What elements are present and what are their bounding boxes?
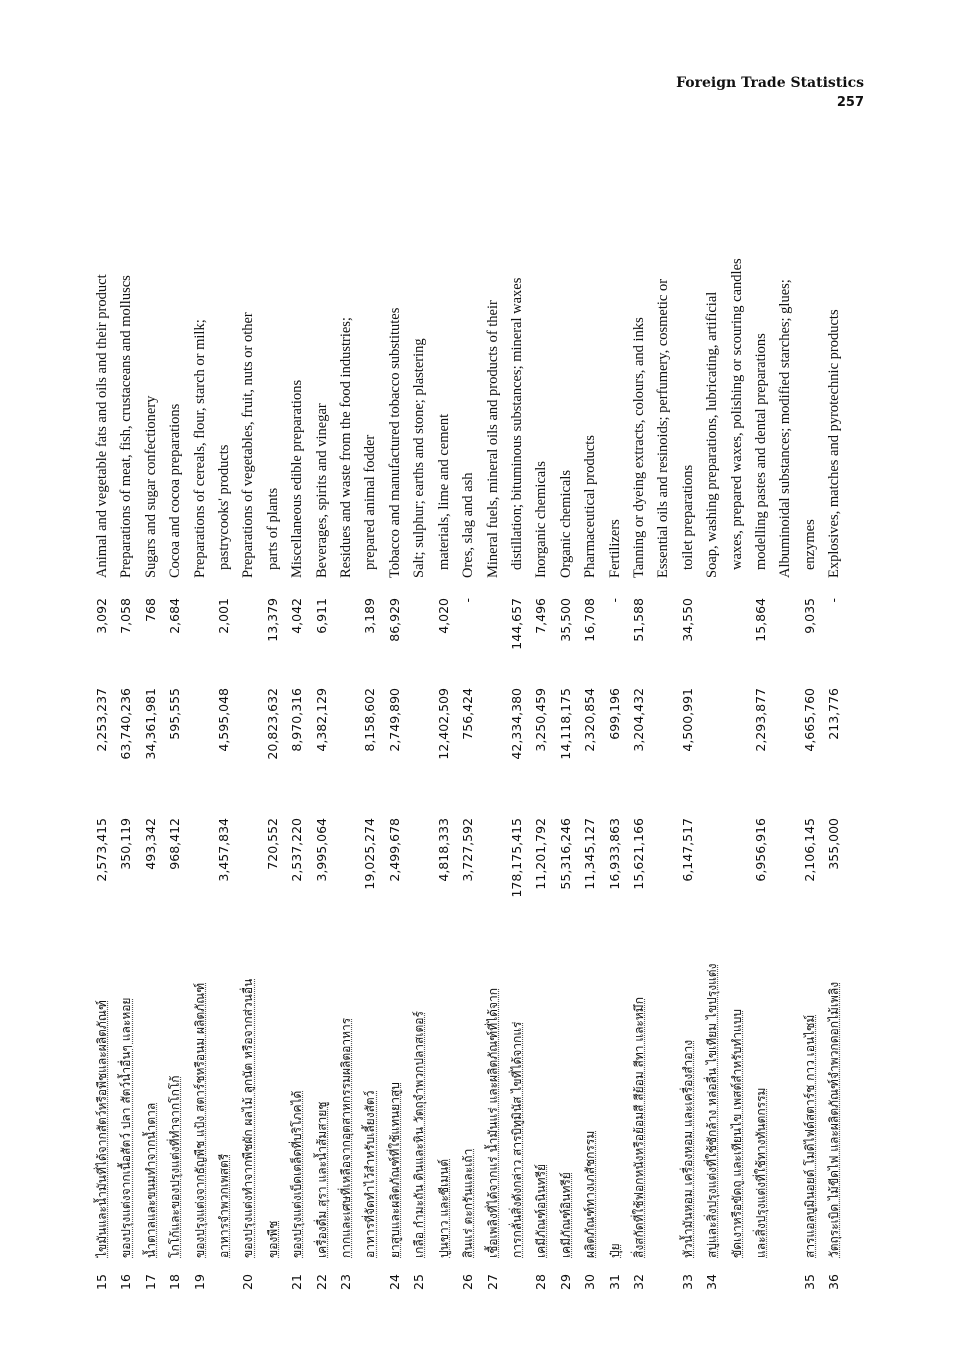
table-row xyxy=(432,175,456,1290)
hs-chapter-number: 25 xyxy=(411,1274,427,1290)
table-row xyxy=(334,175,358,1290)
hs-chapter-number: 16 xyxy=(118,1274,134,1290)
table-row xyxy=(407,175,431,1290)
hs-chapter-number: 24 xyxy=(386,1274,402,1290)
table-row xyxy=(114,175,138,1290)
thai-description: สารแอลบูมินอยด์ โมดิไฟด์สตาร์ช กาว เอนไซม์ xyxy=(802,1014,817,1258)
value-column-1: 2,537,220 xyxy=(289,818,305,882)
english-description: Animal and vegetable fats and oils and their product xyxy=(94,274,110,578)
value-column-2: 2,749,890 xyxy=(386,688,402,752)
value-column-2: 2,253,237 xyxy=(94,688,109,752)
value-column-2: 3,204,432 xyxy=(630,688,646,752)
value-column-3: 4,042 xyxy=(289,598,305,634)
value-column-1: 350,119 xyxy=(118,818,134,870)
value-column-1: 6,956,916 xyxy=(752,818,768,882)
thai-description: เคมีภัณฑ์อนินทรีย์ xyxy=(534,1163,549,1258)
value-column-1: 493,342 xyxy=(142,818,158,870)
page-number: 257 xyxy=(836,95,864,110)
value-column-1: 4,818,333 xyxy=(435,818,451,882)
english-description: modelling pastes and dental preparations xyxy=(752,333,769,570)
english-description: Explosives, matches and pyrotechnic products xyxy=(826,309,843,578)
value-column-3: - xyxy=(460,598,476,603)
value-column-1: 55,316,246 xyxy=(557,818,573,890)
value-column-3: 7,058 xyxy=(118,598,134,634)
value-column-3: 3,092 xyxy=(94,598,109,634)
hs-chapter-number: 26 xyxy=(460,1274,476,1290)
value-column-2: 34,361,981 xyxy=(142,688,158,760)
hs-chapter-number: 33 xyxy=(679,1274,695,1290)
value-column-3: 16,708 xyxy=(582,598,598,642)
english-description: Preparations of cereals, flour, starch or milk; xyxy=(191,319,208,578)
english-description: Sugars and sugar confectionery xyxy=(142,395,159,578)
value-column-2: 4,595,048 xyxy=(216,688,232,752)
value-column-1: 3,727,592 xyxy=(460,818,476,882)
thai-description: การกลั่นสิ่งดังกล่าว สารบิทูมินัส ไขที่ได้จากแร่ xyxy=(509,1021,524,1258)
value-column-1: 16,933,863 xyxy=(606,818,622,890)
value-column-3: 3,189 xyxy=(362,598,378,634)
value-column-3: - xyxy=(826,598,842,603)
table-row xyxy=(554,175,578,1290)
value-column-3: - xyxy=(606,598,622,603)
value-column-1: 15,621,166 xyxy=(630,818,646,890)
value-column-3: 15,864 xyxy=(752,598,768,642)
thai-description: ไขมันและน้ำมันที่ได้จากสัตว์หรือพืชและผลิตภัณฑ์ xyxy=(95,1000,109,1258)
value-column-1: 968,412 xyxy=(167,818,183,870)
english-description: Fertilizers xyxy=(606,519,623,578)
table-row xyxy=(773,175,797,1290)
hs-chapter-number: 31 xyxy=(606,1274,622,1290)
thai-description: ขัดเงาหรือขัดถู และเทียนไข เพสต์สำหรับทำแบบ xyxy=(729,1009,744,1258)
english-description: Inorganic chemicals xyxy=(533,461,550,578)
value-column-1: 2,499,678 xyxy=(386,818,402,882)
value-column-2: 2,293,877 xyxy=(752,688,768,752)
value-column-2: 20,823,632 xyxy=(264,688,280,760)
hs-chapter-number: 27 xyxy=(484,1274,500,1290)
thai-description: สิ่งสกัดที่ใช้ฟอกหนังหรือย้อมสี สีย้อม สีทา และหมึก xyxy=(631,997,646,1258)
english-description: distillation; bituminous substances; mineral waxes xyxy=(508,277,525,570)
thai-description: โกโก้และของปรุงแต่งที่ทำจากโกโก้ xyxy=(168,1075,183,1258)
hs-chapter-number: 21 xyxy=(289,1274,305,1290)
value-column-2: 3,250,459 xyxy=(533,688,549,752)
table-row xyxy=(456,175,480,1290)
thai-description: เชื้อเพลิงที่ได้จากแร่ น้ำมันแร่ และผลิตภัณฑ์ที่ได้จาก xyxy=(485,988,500,1258)
thai-description: ของปรุงแต่งจากเนื้อสัตว์ ปลา สัตว์น้ำอื่นๆ และหอย xyxy=(119,997,134,1258)
table-row xyxy=(212,175,236,1290)
value-column-2: 213,776 xyxy=(826,688,842,740)
english-description: Essential oils and resinoids; perfumery, cosmetic or xyxy=(655,278,672,578)
english-description: parts of plants xyxy=(264,487,281,570)
value-column-2: 42,334,380 xyxy=(508,688,524,760)
table-row xyxy=(261,175,285,1290)
hs-chapter-number: 28 xyxy=(533,1274,549,1290)
table-row xyxy=(603,175,627,1290)
value-column-3: 144,657 xyxy=(508,598,524,650)
value-column-1: 2,106,145 xyxy=(801,818,817,882)
value-column-3: 2,001 xyxy=(216,598,232,634)
english-description: Organic chemicals xyxy=(557,469,574,578)
table-row xyxy=(481,175,505,1290)
table-row xyxy=(505,175,529,1290)
thai-description: ปูนขาว และซีเมนต์ xyxy=(436,1159,451,1258)
table-row xyxy=(383,175,407,1290)
hs-chapter-number: 20 xyxy=(240,1274,256,1290)
english-description: toilet preparations xyxy=(679,464,696,570)
hs-chapter-number: 34 xyxy=(704,1274,720,1290)
english-description: Cocoa and cocoa preparations xyxy=(167,403,184,578)
english-description: Soap, washing preparations, lubricating, artificial xyxy=(704,291,721,578)
value-column-1: 720,552 xyxy=(264,818,280,870)
english-description: Beverages, spirits and vinegar xyxy=(313,403,330,578)
hs-chapter-number: 15 xyxy=(94,1274,109,1290)
value-column-1: 19,025,274 xyxy=(362,818,378,890)
value-column-3: 7,496 xyxy=(533,598,549,634)
hs-chapter-number: 22 xyxy=(313,1274,329,1290)
hs-chapter-number: 23 xyxy=(338,1274,354,1290)
hs-chapter-number: 36 xyxy=(826,1274,842,1290)
thai-description: หัวน้ำมันหอม เครื่องหอม และเครื่องสำอาง xyxy=(680,1039,695,1258)
hs-chapter-number: 35 xyxy=(801,1274,817,1290)
english-description: Tanning or dyeing extracts, colours, and inks xyxy=(630,317,647,578)
table-row xyxy=(725,175,749,1290)
hs-chapter-number: 18 xyxy=(167,1274,183,1290)
table-row xyxy=(310,175,334,1290)
english-description: Preparations of vegetables, fruit, nuts or other xyxy=(240,312,257,578)
value-column-3: 9,035 xyxy=(801,598,817,634)
value-column-1: 3,995,064 xyxy=(313,818,329,882)
table-row xyxy=(236,175,260,1290)
value-column-1: 3,457,834 xyxy=(216,818,232,882)
value-column-2: 699,196 xyxy=(606,688,622,740)
value-column-1: 2,573,415 xyxy=(94,818,109,882)
value-column-1: 178,175,415 xyxy=(508,818,524,898)
table-row xyxy=(749,175,773,1290)
english-description: Tobacco and manufactured tobacco substitutes xyxy=(386,307,403,578)
english-description: prepared animal fodder xyxy=(362,434,379,570)
english-description: Salt; sulphur; earths and stone; plastering xyxy=(411,338,428,578)
table-row xyxy=(676,175,700,1290)
value-column-2: 14,118,175 xyxy=(557,688,573,760)
table-row xyxy=(822,175,846,1290)
thai-description: ผลิตภัณฑ์ทางเภสัชกรรม xyxy=(583,1130,598,1258)
english-description: Ores, slag and ash xyxy=(460,472,477,578)
thai-description: เกลือ กำมะถัน ดินและหิน วัตถุจำพวกปลาสเตอร์ xyxy=(412,1011,427,1258)
english-description: Miscellaneous edible preparations xyxy=(289,379,306,578)
thai-description: เครื่องดื่ม สุรา และน้ำส้มสายชู xyxy=(314,1101,329,1258)
thai-description: ของปรุงแต่งเบ็ดเตล็ดที่บริโภคได้ xyxy=(290,1090,305,1258)
thai-description: อาหารที่จัดทำไว้สำหรับเลี้ยงสัตว์ xyxy=(363,1090,378,1258)
value-column-2: 8,158,602 xyxy=(362,688,378,752)
thai-description: กากและเศษที่เหลือจากอุตสาหกรรมผลิตอาหาร xyxy=(339,1017,354,1258)
english-description: Mineral fuels, mineral oils and products of their xyxy=(484,300,501,578)
thai-description: ของปรุงแต่งจากธัญพืช แป้ง สตาร์ชหรือนม ผลิตภัณฑ์ xyxy=(192,982,207,1258)
value-column-1: 6,147,517 xyxy=(679,818,695,882)
value-column-3: 34,550 xyxy=(679,598,695,642)
table-row xyxy=(578,175,602,1290)
table-row xyxy=(139,175,163,1290)
value-column-3: 2,684 xyxy=(167,598,183,634)
table-row xyxy=(798,175,822,1290)
value-column-3: 35,500 xyxy=(557,598,573,642)
value-column-2: 756,424 xyxy=(460,688,476,740)
value-column-3: 4,020 xyxy=(435,598,451,634)
english-description: enzymes xyxy=(801,519,818,570)
table-row xyxy=(627,175,651,1290)
value-column-3: 51,588 xyxy=(630,598,646,642)
value-column-1: 355,000 xyxy=(826,818,842,870)
value-column-2: 4,500,991 xyxy=(679,688,695,752)
value-column-2: 4,382,129 xyxy=(313,688,329,752)
english-description: pastrycooks' products xyxy=(216,444,233,570)
thai-description: วัตถุระเบิด ไม้ขีดไฟ และผลิตภัณฑ์จำพวกดอกไม้เพลิง xyxy=(827,981,842,1258)
table-row xyxy=(90,175,114,1290)
english-description: waxes, prepared waxes, polishing or scouring candles xyxy=(728,258,745,570)
table-row xyxy=(163,175,187,1290)
thai-description: ของปรุงแต่งทำจากพืชผัก ผลไม้ ลูกนัต หรือจากส่วนอื่น xyxy=(241,978,256,1258)
value-column-1: 11,345,127 xyxy=(582,818,598,890)
value-column-2: 595,555 xyxy=(167,688,183,740)
english-description: Albuminoidal substances; modified starches; glues; xyxy=(777,279,794,578)
table-row xyxy=(285,175,309,1290)
thai-description: สบู่และสิ่งปรุงแต่งที่ใช้ซักล้าง หล่อลื่น ไขเทียม ไขปรุงแต่ง xyxy=(705,963,720,1258)
table-row xyxy=(358,175,382,1290)
thai-description: ยาสูบและผลิตภัณฑ์ที่ใช้แทนยาสูบ xyxy=(387,1082,402,1258)
value-column-1: 11,201,792 xyxy=(533,818,549,890)
table-row xyxy=(651,175,675,1290)
thai-description: อาหารจำพวกเพสตรี xyxy=(217,1153,232,1258)
english-description: Preparations of meat, fish, crustaceans and molluscs xyxy=(118,275,135,578)
thai-description: ของพืช xyxy=(265,1220,280,1258)
english-description: Pharmaceutical products xyxy=(582,435,599,578)
value-column-2: 12,402,509 xyxy=(435,688,451,760)
hs-chapter-number: 29 xyxy=(557,1274,573,1290)
value-column-3: 768 xyxy=(142,598,158,622)
hs-chapter-number: 17 xyxy=(142,1274,158,1290)
thai-description: และสิ่งปรุงแต่งที่ใช้ทางทันตกรรม xyxy=(753,1087,768,1258)
thai-description: ปุ๋ย xyxy=(607,1243,622,1258)
hs-chapter-number: 32 xyxy=(630,1274,646,1290)
table-row xyxy=(188,175,212,1290)
value-column-2: 8,970,316 xyxy=(289,688,305,752)
page-header xyxy=(676,74,864,112)
english-description: materials, lime and cement xyxy=(435,413,452,570)
table-row xyxy=(700,175,724,1290)
value-column-2: 63,740,236 xyxy=(118,688,134,760)
hs-chapter-number: 30 xyxy=(582,1274,598,1290)
value-column-3: 13,379 xyxy=(264,598,280,642)
table-row xyxy=(529,175,553,1290)
thai-description: น้ำตาลและขนมทำจากน้ำตาล xyxy=(143,1102,158,1258)
thai-description: สินแร่ ตะกรันและเถ้า xyxy=(461,1148,476,1258)
value-column-3: 6,911 xyxy=(313,598,329,634)
value-column-2: 4,665,760 xyxy=(801,688,817,752)
thai-description: เคมีภัณฑ์อินทรีย์ xyxy=(558,1172,573,1258)
value-column-3: 86,929 xyxy=(386,598,402,642)
hs-chapter-number: 19 xyxy=(191,1274,207,1290)
trade-statistics-table xyxy=(90,175,847,1290)
value-column-2: 2,320,854 xyxy=(582,688,598,752)
english-description: Residues and waste from the food industries; xyxy=(338,317,355,578)
publication-title: Foreign Trade Statistics xyxy=(676,75,864,91)
